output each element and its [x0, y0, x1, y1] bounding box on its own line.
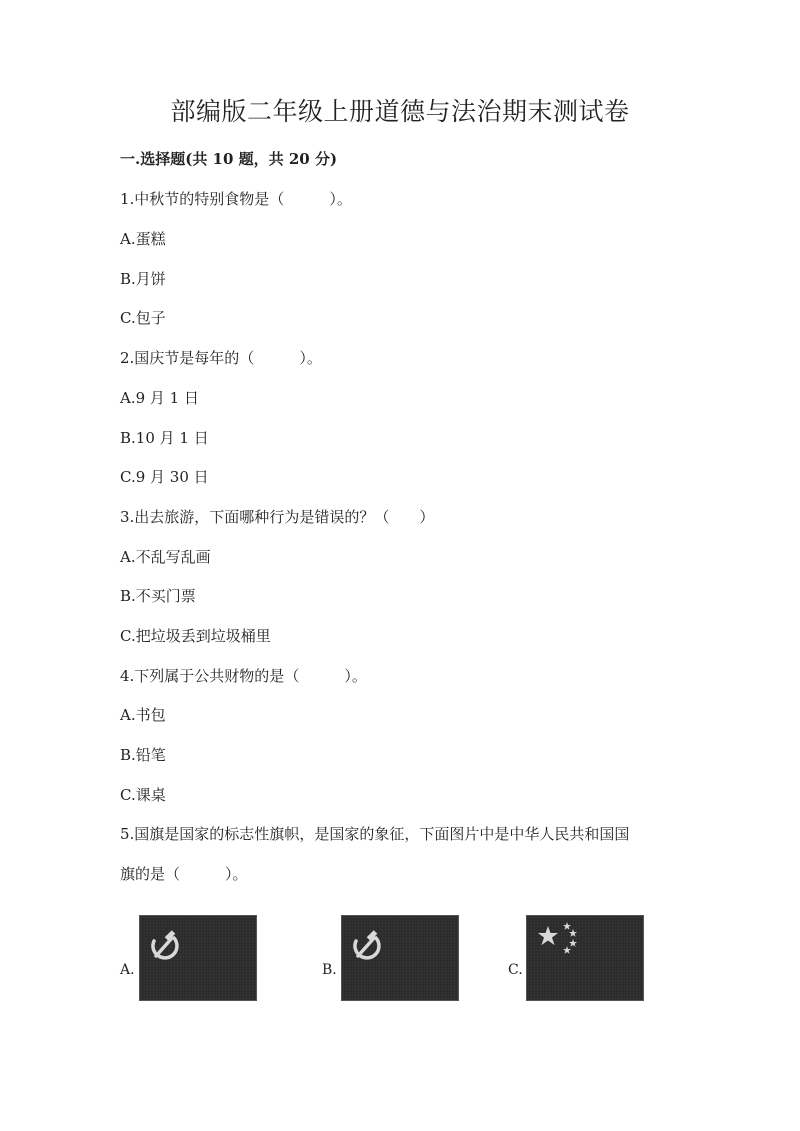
question-5-stem-line1: 5.国旗是国家的标志性旗帜，是国家的象征，下面图片中是中华人民共和国国 [120, 825, 630, 843]
question-1-stem: 1.中秋节的特别食物是（ ）。 [120, 190, 352, 208]
question-2-option-c[interactable]: C.9 月 30 日 [120, 468, 209, 486]
question-4-option-a[interactable]: A.书包 [120, 706, 166, 724]
question-5-flag-options [0, 915, 800, 1001]
question-1-option-c[interactable]: C.包子 [120, 309, 166, 327]
question-3-stem: 3.出去旅游，下面哪种行为是错误的？（ ） [120, 508, 435, 526]
section-heading: 一.选择题(共 10 题，共 20 分) [120, 150, 338, 168]
hammer-sickle-icon [140, 916, 256, 1000]
question-2-option-a[interactable]: A.9 月 1 日 [120, 389, 199, 407]
flag-option-b-label[interactable]: B. [322, 962, 337, 978]
flag-option-a-label[interactable]: A. [120, 962, 135, 978]
flag-option-b[interactable] [341, 915, 459, 1001]
question-3-option-c[interactable]: C.把垃圾丢到垃圾桶里 [120, 627, 271, 645]
page-title: 部编版二年级上册道德与法治期末测试卷 [170, 97, 630, 126]
question-3-option-a[interactable]: A.不乱写乱画 [120, 548, 211, 566]
hammer-sickle-icon [342, 916, 458, 1000]
five-star-icon [527, 916, 643, 1000]
question-2-stem: 2.国庆节是每年的（ ）。 [120, 349, 322, 367]
question-5-stem-line2: 旗的是（ ）。 [120, 865, 248, 883]
question-1-option-a[interactable]: A.蛋糕 [120, 230, 166, 248]
flag-option-a[interactable] [139, 915, 257, 1001]
question-1-option-b[interactable]: B.月饼 [120, 270, 166, 288]
flag-option-c[interactable] [526, 915, 644, 1001]
question-4-option-b[interactable]: B.铅笔 [120, 746, 166, 764]
question-3-option-b[interactable]: B.不买门票 [120, 587, 196, 605]
flag-option-c-label[interactable]: C. [508, 962, 523, 978]
question-2-option-b[interactable]: B.10 月 1 日 [120, 429, 209, 447]
question-4-stem: 4.下列属于公共财物的是（ ）。 [120, 667, 367, 685]
question-4-option-c[interactable]: C.课桌 [120, 786, 166, 804]
